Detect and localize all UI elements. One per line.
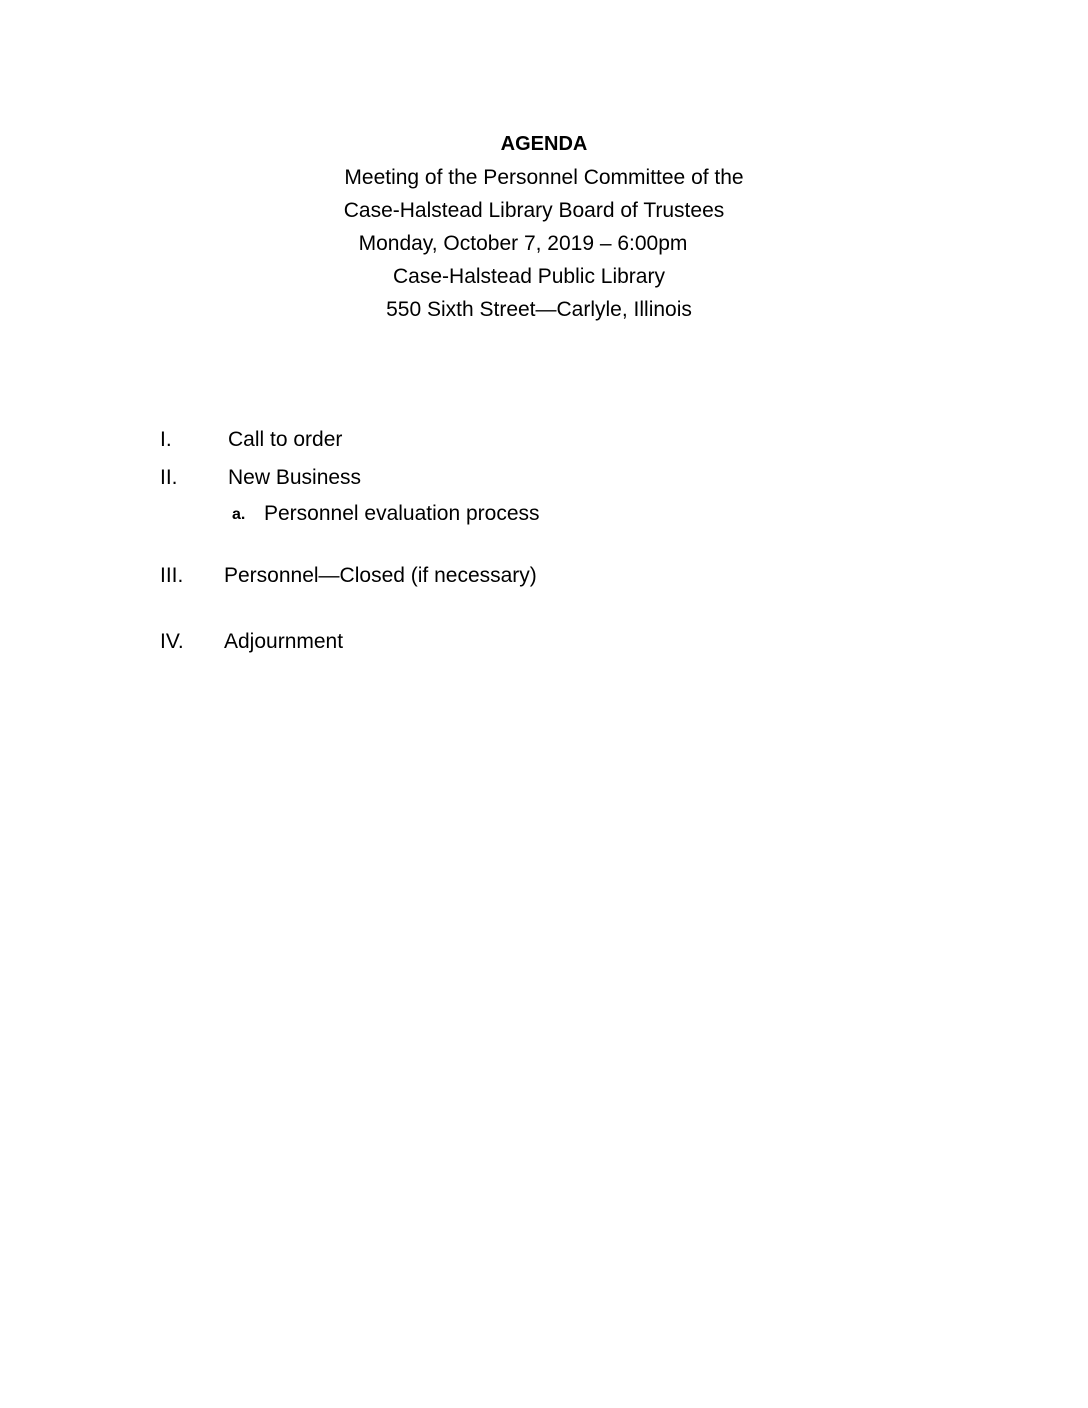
item-number: III.	[160, 564, 184, 587]
date-line: Monday, October 7, 2019 – 6:00pm	[358, 232, 688, 255]
agenda-header	[0, 128, 1088, 326]
item-text: Call to order	[228, 428, 343, 451]
meeting-line: Meeting of the Personnel Committee of the	[344, 166, 744, 189]
item-number: II.	[160, 466, 178, 489]
agenda-title: AGENDA	[500, 133, 588, 155]
item-text: New Business	[228, 466, 362, 489]
item-text: Adjournment	[224, 630, 344, 653]
subitem-text: Personnel evaluation process	[264, 502, 540, 525]
library-line: Case-Halstead Public Library	[393, 265, 665, 288]
address-line: 550 Sixth Street—Carlyle, Illinois	[386, 298, 692, 321]
item-number: IV.	[160, 630, 184, 653]
board-line: Case-Halstead Library Board of Trustees	[343, 199, 725, 222]
subitem-letter: a.	[232, 506, 246, 523]
item-number: I.	[160, 428, 172, 451]
item-text: Personnel—Closed (if necessary)	[224, 564, 537, 587]
